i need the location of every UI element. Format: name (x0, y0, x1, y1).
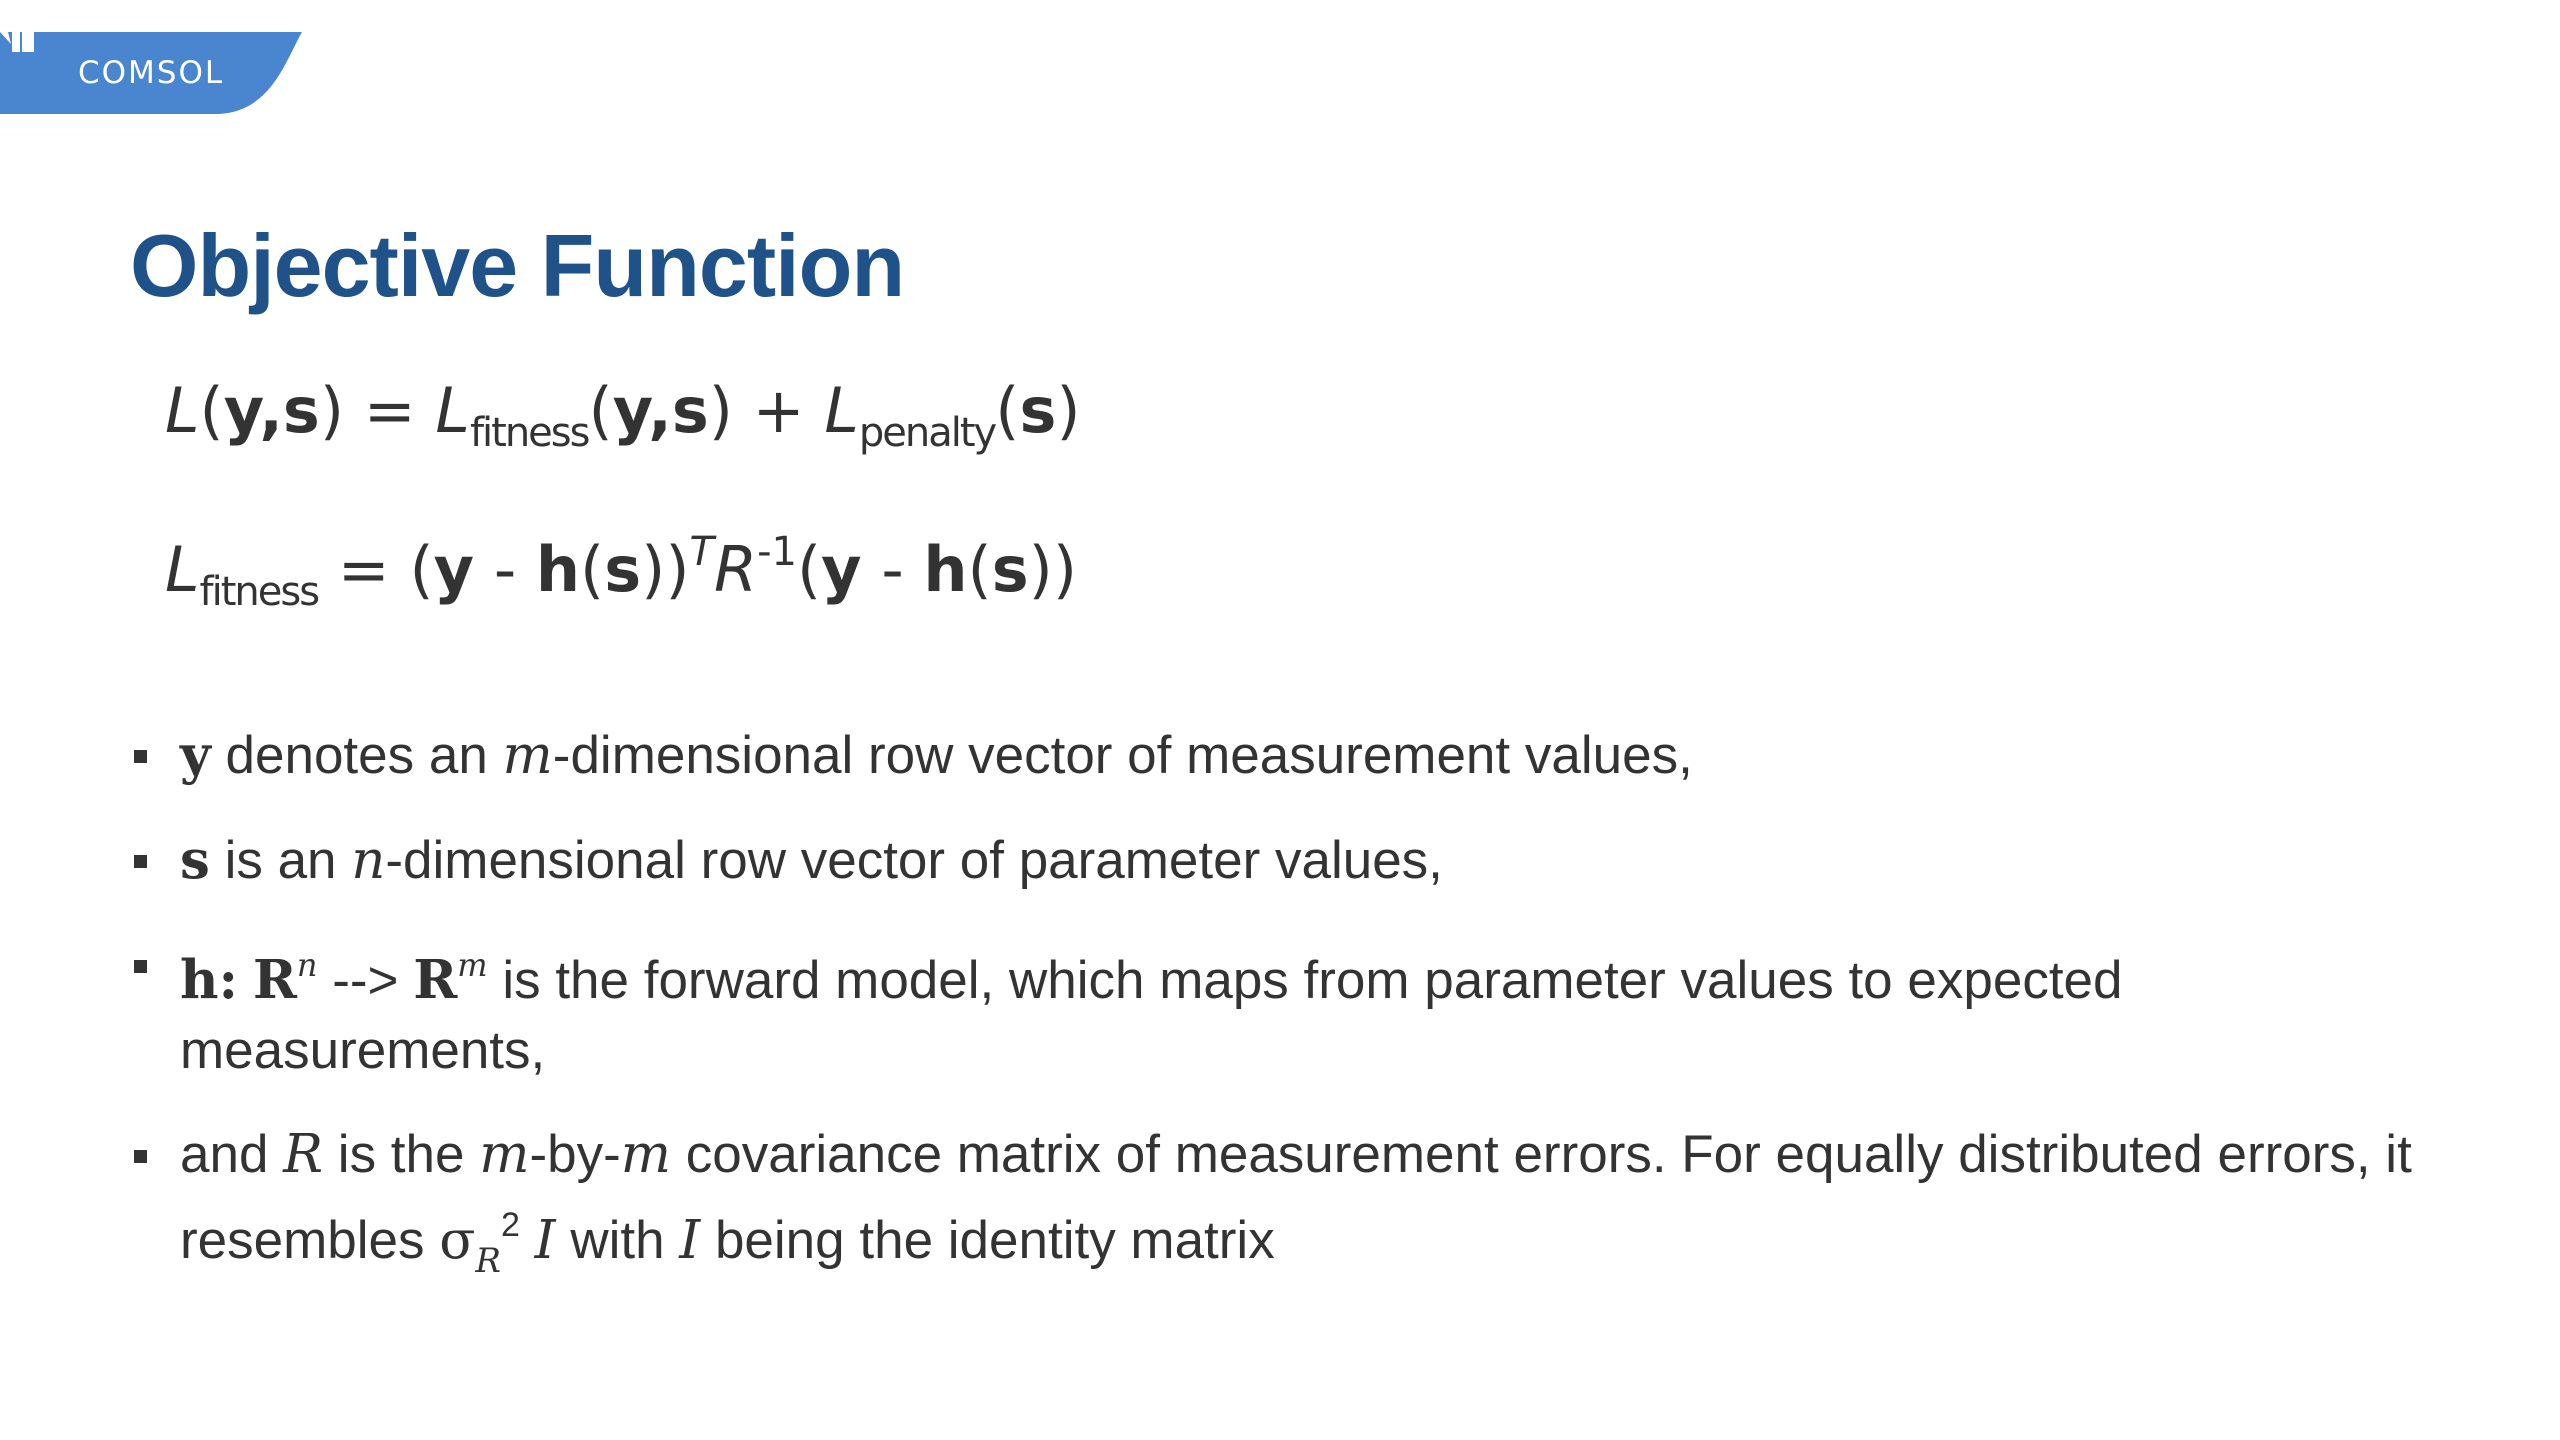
var-y: y (180, 724, 211, 786)
var-m: m (502, 725, 553, 786)
eq1-plus: + (752, 374, 805, 447)
eq2-s2: s (991, 533, 1029, 606)
bullet-text: -dimensional row vector of measurement values, (552, 726, 1693, 785)
eq1-args: y,s (223, 374, 320, 447)
bullet-text: -dimensional row vector of parameter values, (385, 831, 1443, 890)
var-R: R (283, 1124, 324, 1185)
exp-n: n (296, 946, 318, 984)
bullet-text: is the (323, 1125, 480, 1184)
var-I: I (679, 1210, 701, 1271)
eq1-equals: = (363, 374, 416, 447)
bullet-text: being the identity matrix (700, 1211, 1275, 1270)
eq1-lhs: L (165, 374, 200, 447)
eq2-lhs-sub: fitness (199, 569, 319, 615)
equation-fitness: $L_{fitness} = (y - h(s))^TR^{-1}(y - h(s))$ (165, 529, 1078, 615)
bullet-square-icon (134, 750, 147, 763)
bullet-item-R (132, 1120, 2432, 1296)
eq2-y: y (433, 533, 475, 606)
page-title: Objective Function (130, 216, 905, 315)
bullet-list (132, 720, 2432, 1330)
eq2-lhs: L (165, 533, 200, 606)
equation-objective: $L(y,s) = L_{fitness}(y,s) + L_{penalty}(s)$ (165, 374, 1081, 456)
eq1-penalty: L (824, 374, 859, 447)
eq1-penalty-arg: s (1019, 374, 1057, 447)
bullet-square-icon (134, 1150, 147, 1163)
var-I: I (534, 1210, 556, 1271)
bullet-text: -by- (529, 1125, 621, 1184)
bullet-text: and (180, 1125, 284, 1184)
bullet-item-s (132, 825, 2432, 896)
eq2-s: s (604, 533, 642, 606)
eq2-R: R (713, 533, 758, 606)
sigma-symbol: σ (439, 1210, 476, 1271)
eq2-h: h (535, 533, 581, 606)
eq2-equals: = (337, 533, 390, 606)
bullet-text: is the forward model, which maps from parameter values to expected measurements, (180, 951, 2123, 1080)
bullet-square-icon (134, 960, 147, 973)
eq2-inverse: -1 (757, 529, 797, 575)
eq2-y2: y (821, 533, 862, 606)
eq2-minus: - (493, 533, 517, 606)
comsol-mark-icon (0, 32, 36, 52)
logo-text: COMSOL (78, 55, 225, 91)
eq2-transpose: T (689, 529, 714, 575)
sigma-sup: 2 (501, 1206, 520, 1244)
bullet-item-y (132, 720, 2432, 791)
bullet-square-icon (134, 855, 147, 868)
var-n: n (351, 830, 386, 891)
var-h: h: (180, 949, 239, 1011)
eq1-fitness-args: y,s (612, 374, 709, 447)
real-space-n: R (252, 949, 297, 1011)
exp-m: m (457, 946, 488, 984)
eq2-minus2: - (881, 533, 904, 606)
eq1-penalty-sub: penalty (858, 410, 996, 456)
eq1-fitness-sub: fitness (469, 410, 589, 456)
arrow-text: --> (317, 951, 414, 1010)
eq2-h2: h (923, 533, 968, 606)
var-m: m (620, 1124, 672, 1185)
comsol-logo (0, 32, 302, 114)
real-space-m: R (413, 949, 458, 1011)
bullet-text: denotes an (210, 726, 503, 785)
eq1-fitness: L (435, 374, 470, 447)
var-m: m (479, 1124, 530, 1185)
bullet-text: is an (209, 831, 352, 890)
bullet-text: covariance matrix of measurement errors. For equally distributed errors, it resembles (180, 1125, 2412, 1270)
var-s: s (180, 829, 210, 891)
sigma-sub: R (475, 1241, 501, 1281)
bullet-text: with (555, 1211, 680, 1270)
bullet-item-h (132, 930, 2432, 1086)
